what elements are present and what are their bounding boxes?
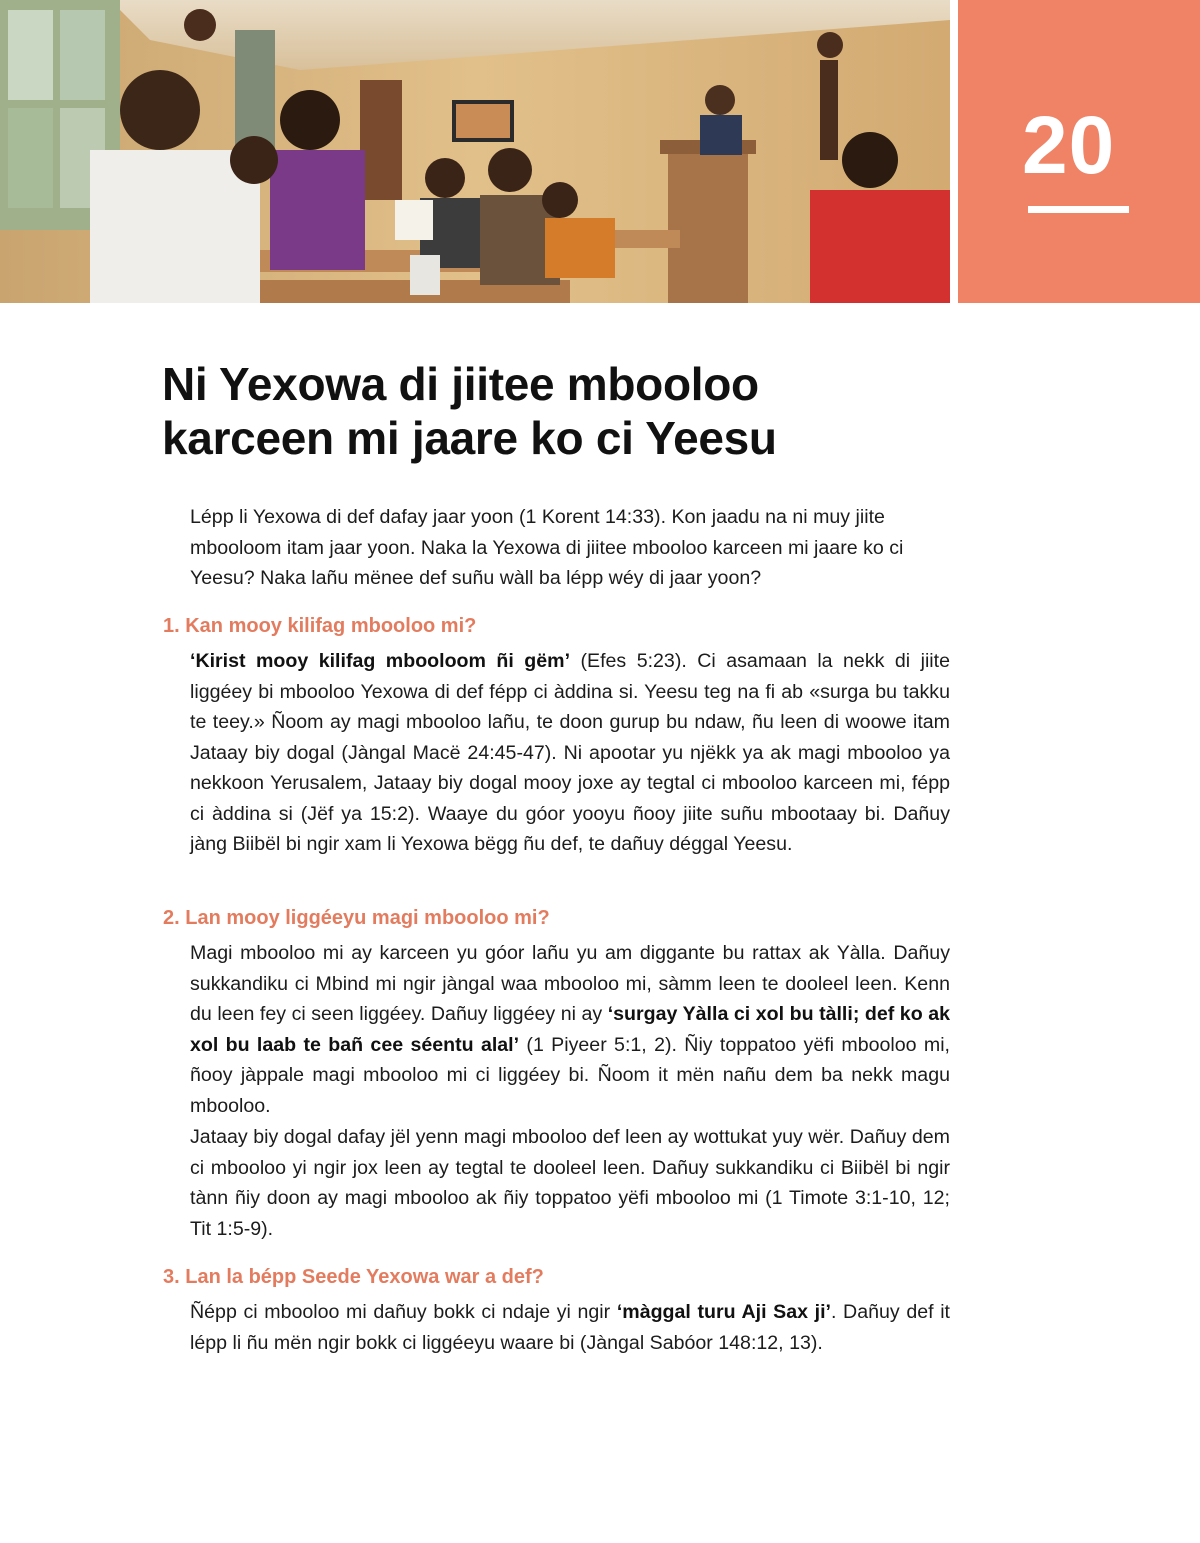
title-line-1: Ni Yexowa di jiitee mbooloo: [162, 358, 759, 410]
question-2-paragraph-1: [190, 938, 950, 1121]
page-title: [162, 357, 982, 465]
question-3-paragraph: [190, 1297, 950, 1358]
question-1-bold-quote: ‘Kirist mooy kilifag mbooloom ñi gëm’: [190, 650, 571, 672]
question-3-text-2: . Dañuy def it lépp li ñu mën ngir bokk ci liggéeyu waare bi (Jàngal Sabóor 148:12, 13).: [190, 1301, 950, 1354]
question-2-bold-quote: ‘surgay Yàlla ci xol bu tàlli; def ko ak xol bu laab te bañ cee séentu alal’: [190, 1003, 951, 1056]
lesson-number-underline: [1028, 206, 1129, 213]
congregation-meeting-illustration: [0, 0, 950, 303]
question-2-heading: 2. Lan mooy liggéeyu magi mbooloo mi?: [163, 907, 550, 929]
question-1-text: (Efes 5:23). Ci asamaan la nekk di jiite liggéey bi mbooloo Yexowa di def fépp ci àddina si. Yeesu teg na fi ab «surga bu takku te teey.» Ñoom ay magi mbooloo lañu, te doon gurup bu ndaw, ñu leen di woowe itam Jataay biy dogal (Jàngal Macë 24:45-47). Ni apootar yu njëkk ya ak magi mbooloo ya nekkoon Yerusalem, Jataay biy dogal mooy joxe ay tegtal ci mbooloo karceen mi, fépp ci àddina si (Jëf ya 15:2). Waaye du góor yooyu ñooy jiite suñu mbootaay bi. Dañuy jàng Biibël bi ngir xam li Yexowa bëgg ñu def, te dañuy déggal Yeesu.: [190, 650, 951, 855]
lesson-number: 20: [1022, 100, 1116, 191]
question-3-text-1: Ñépp ci mbooloo mi dañuy bokk ci ndaje yi ngir: [190, 1301, 617, 1323]
question-2-paragraph-2: Jataay biy dogal dafay jël yenn magi mbooloo def leen ay wottukat yuy wër. Dañuy dem ci mbooloo yi ngir jox leen ay tegtal te dooleel leen. Dañuy sukkandiku ci Biibël bi ngir tànn ñiy doon ay magi mbooloo ak ñiy toppatoo yëfi mbooloo mi (1 Timote 3:1-10, 12; Tit 1:5-9).: [190, 1126, 950, 1240]
intro-paragraph: Lépp li Yexowa di def dafay jaar yoon (1 Korent 14:33). Kon jaadu na ni muy jiite mbooloom itam jaar yoon. Naka la Yexowa di jiitee mbooloo karceen mi jaare ko ci Yeesu? Naka lañu mënee def suñu wàll ba lépp wéy di jaar yoon?: [190, 506, 904, 589]
question-2-text-2: (1 Piyeer 5:1, 2). Ñiy toppatoo yëfi mbooloo mi, ñooy jàppale magi mbooloo mi ci liggéey bi. Ñoom it mën nañu dem ba nekk magu mbooloo.: [190, 1033, 950, 1117]
question-1-paragraph: [190, 646, 950, 860]
question-2-text-1: Magi mbooloo mi ay karceen yu góor lañu yu am diggante bu rattax ak Yàlla. Dañuy sukkandiku ci Mbind mi ngir jàngal waa mbooloo mi, sàmm leen te dooleel leen. Kenn du leen fey ci seen liggéey. Dañuy liggéey ni ay: [190, 942, 950, 1025]
title-line-2: karceen mi jaare ko ci Yeesu: [162, 412, 777, 464]
question-1-heading: 1. Kan mooy kilifag mbooloo mi?: [163, 615, 477, 637]
question-3-bold-quote: ‘màggal turu Aji Sax ji’: [616, 1301, 831, 1323]
hero-photo: [0, 0, 950, 303]
question-3-heading: 3. Lan la bépp Seede Yexowa war a def?: [163, 1266, 544, 1288]
